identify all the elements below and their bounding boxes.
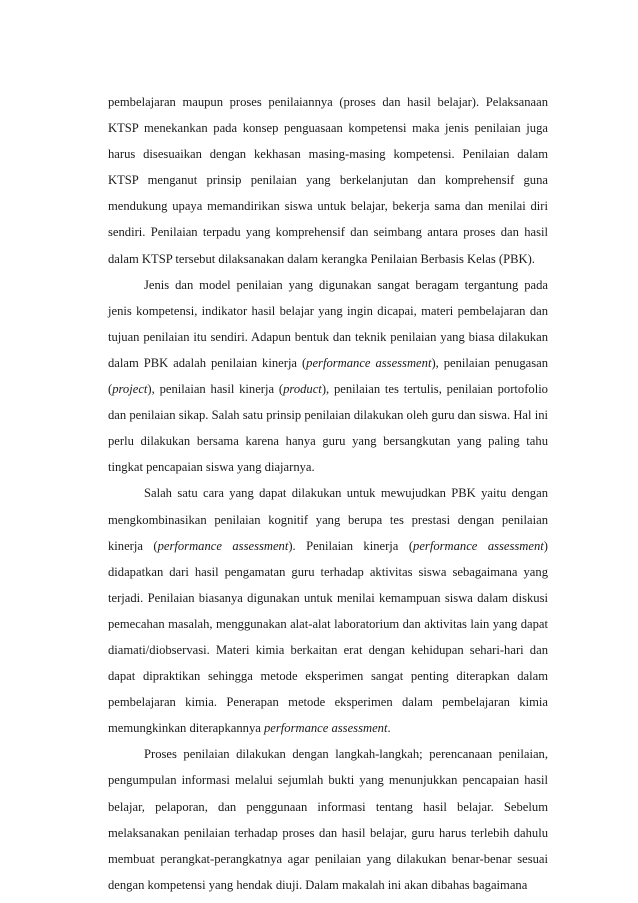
paragraph-3	[108, 480, 548, 741]
text-segment: Proses penilaian dilakukan dengan langkah-langkah; perencanaan penilaian, pengumpulan informasi melalui sejumlah bukti yang menunjukkan pencapaian hasil belajar, pelaporan, dan penggunaan informasi tentang hasil belajar. Sebelum melaksanakan penilaian terhadap proses dan hasil belajar, guru harus terlebih dahulu membuat perangkat-perangkatnya agar penilaian yang dilakukan benar-benar sesuai dengan kompetensi yang hendak diuji. Dalam makalah ini akan dibahas bagaimana	[108, 747, 548, 892]
paragraph-4	[108, 741, 548, 898]
text-segment: Salah satu cara yang dapat dilakukan untuk mewujudkan PBK yaitu dengan mengkombinasikan penilaian kognitif yang berupa tes prestasi dengan penilaian kinerja (	[108, 486, 548, 553]
paragraph-2	[108, 272, 548, 481]
text-segment: ), penilaian hasil kinerja (	[147, 382, 284, 397]
italic-term: project	[112, 382, 148, 397]
text-segment: ), penilaian tes tertulis, penilaian portofolio dan penilaian sikap. Salah satu prinsip penilaian dilakukan oleh guru dan siswa. Hal ini perlu dilakukan bersama karena hanya guru yang bersangkutan yang paling tahu tingkat pencapaian siswa yang diajarnya.	[108, 382, 548, 475]
text-segment: Jenis dan model penilaian yang digunakan sangat beragam tergantung pada jenis kompetensi, indikator hasil belajar yang ingin dicapai, materi pembelajaran dan tujuan penilaian itu sendiri. Adapun bentuk dan teknik penilaian yang biasa dilakukan dalam PBK adalah penilaian kinerja (	[108, 277, 548, 370]
italic-term: performance assessment	[157, 538, 289, 553]
text-segment: ) didapatkan dari hasil pengamatan guru terhadap aktivitas siswa sebagaimana yang terjadi. Penilaian biasanya digunakan untuk menilai kemampuan siswa dalam diskusi pemecahan masalah, menggunakan alat-alat laboratorium dan aktivitas lain yang dapat diamati/diobservasi. Materi kimia berkaitan erat dengan kehidupan sehari-hari dan dapat dipraktikan sehingga metode eksperimen sangat penting diterapkan dalam pembelajaran kimia. Penerapan metode eksperimen dalam pembelajaran kimia memungkinkan diterapkannya	[108, 538, 548, 736]
text-segment: pembelajaran maupun proses penilaiannya (proses dan hasil belajar). Pelaksanaan KTSP menekankan pada konsep penguasaan kompetensi maka jenis penilaian juga harus disesuaikan dengan kekhasan masing-masing kompetensi. Penilaian dalam KTSP menganut prinsip penilaian yang berkelanjutan dan komprehensif guna mendukung upaya memandirikan siswa untuk belajar, bekerja sama dan menilai diri sendiri. Penilaian terpadu yang komprehensif dan seimbang antara proses dan hasil dalam KTSP tersebut dilaksanakan dalam kerangka Penilaian Berbasis Kelas (PBK).	[108, 95, 548, 266]
text-segment: .	[387, 721, 391, 736]
paragraph-1	[108, 89, 548, 272]
italic-term: product	[283, 382, 322, 397]
italic-term: performance assessment	[413, 538, 544, 553]
italic-term: performance assessment	[306, 355, 432, 370]
text-segment: ). Penilaian kinerja (	[288, 538, 414, 553]
text-segment: ), penilaian penugasan (	[108, 355, 548, 397]
document-page	[108, 89, 548, 898]
italic-term: performance assessment	[263, 721, 388, 736]
